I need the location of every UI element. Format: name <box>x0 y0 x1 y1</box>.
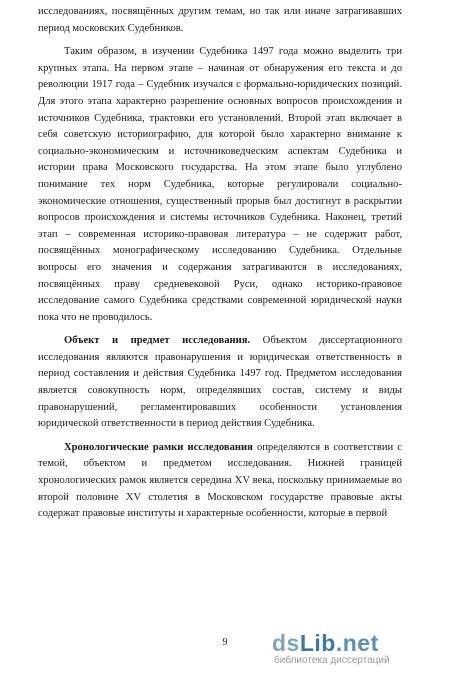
paragraph-chronology <box>38 440 402 523</box>
paragraph-continuation: исследованиях, посвящённых другим темам, но так или иначе затрагивавших период московских Судебников. <box>38 6 402 34</box>
chronology-body: определяются в соответствии с темой, объектом и предметом исследования. Нижней границей хронологических рамок является середина XV века, поскольку принимаемые во второй половине XV столетия в Московском государстве правовые акты содержат правовые институты и характерные особенности, которые в первой <box>38 441 403 520</box>
page-number: 9 <box>222 637 228 648</box>
object-heading: Объект и предмет исследования. <box>64 335 251 347</box>
paragraph-stages: Таким образом, в изучении Судебника 1497 года можно выделить три крупных этапа. На первом этапе – начиная от обнаружения его текста и до революции 1917 года – Судебник изучался с формально-юридических позиций. Для этого этапа характерно разрешение основных вопросов происхождения и источников Судебника, трактовки его установлений. Второй этап включает в себя советскую историографию, для которой было характерно внимание к социально-экономическим и источниковедческим аспектам Судебника и истории права Московского государства. На этом этапе было углублено понимание тех норм Судебника, которые регулировали социально-экономические отношения, существенный прорыв был достигнут в раскрытии вопросов происхождения и системы источников Судебника. Наконец, третий этап – современная историко-правовая литература – не содержит работ, посвящённых монографическому исследованию Судебника. Отдельные вопросы его значения и содержания затрагиваются в исследованиях, посвящённых праву средневековой Руси, однако историко-правовое исследование самого Судебника средствами современной юридической науки пока что не проводилось. <box>38 46 402 323</box>
object-body: Объектом диссертационного исследования являются правонарушения и юридическая ответственность в период составления и действия Судебника 1497 год. Предметом исследования является совокупность норм, определявших состав, систему и виды правонарушений, регламентировавших особенности установления юридической ответственности в период действия Судебника. <box>38 335 402 430</box>
dslib-subtitle: библиотека диссертаций <box>274 655 390 666</box>
paragraph-object <box>38 333 402 433</box>
body-text <box>38 4 402 523</box>
dslib-logo: dsLib.net <box>272 630 379 656</box>
chronology-heading: Хронологические рамки исследования <box>64 441 253 453</box>
dslib-watermark[interactable] <box>272 628 442 668</box>
